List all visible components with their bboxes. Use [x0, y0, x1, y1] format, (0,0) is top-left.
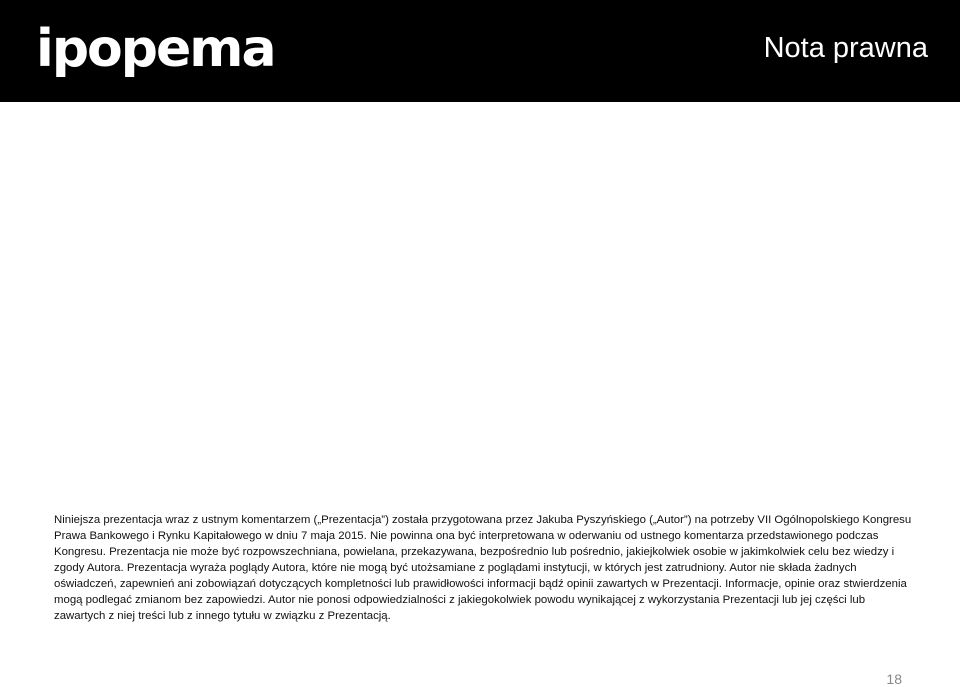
page-number: 18: [886, 671, 902, 687]
header-bar: [0, 0, 960, 102]
ipopema-logo: ipopema: [36, 19, 275, 79]
legal-notice-text: Niniejsza prezentacja wraz z ustnym komentarzem („Prezentacja”) została przygotowana przez Jakuba Pyszyńskiego („Autor”) na potrzeby VII Ogólnopolskiego Kongresu Prawa Bankowego i Rynku Kapitałowego w dniu 7 maja 2015. Nie powinna ona być interpretowana w oderwaniu od ustnego komentarza przedstawionego podczas Kongresu. Prezentacja nie może być rozpowszechniana, powielana, przekazywana, bezpośrednio lub pośrednio, jakiejkolwiek osobie w jakimkolwiek celu bez wiedzy i zgody Autora. Prezentacja wyraża poglądy Autora, które nie mogą być utożsamiane z poglądami instytucji, w których jest zatrudniony. Autor nie składa żadnych oświadczeń, zapewnień ani zobowiązań dotyczących kompletności lub prawidłowości informacji bądź opinii zawartych w Prezentacji. Informacje, opinie oraz stwierdzenia mogą podlegać zmianom bez zapowiedzi. Autor nie ponosi odpowiedzialności z jakiegokolwiek powodu wynikającej z wykorzystania Prezentacji lub jej części lub zawartych z niej treści lub z innego tytułu w związku z Prezentacją.: [54, 514, 912, 622]
slide-title: Nota prawna: [763, 32, 928, 64]
